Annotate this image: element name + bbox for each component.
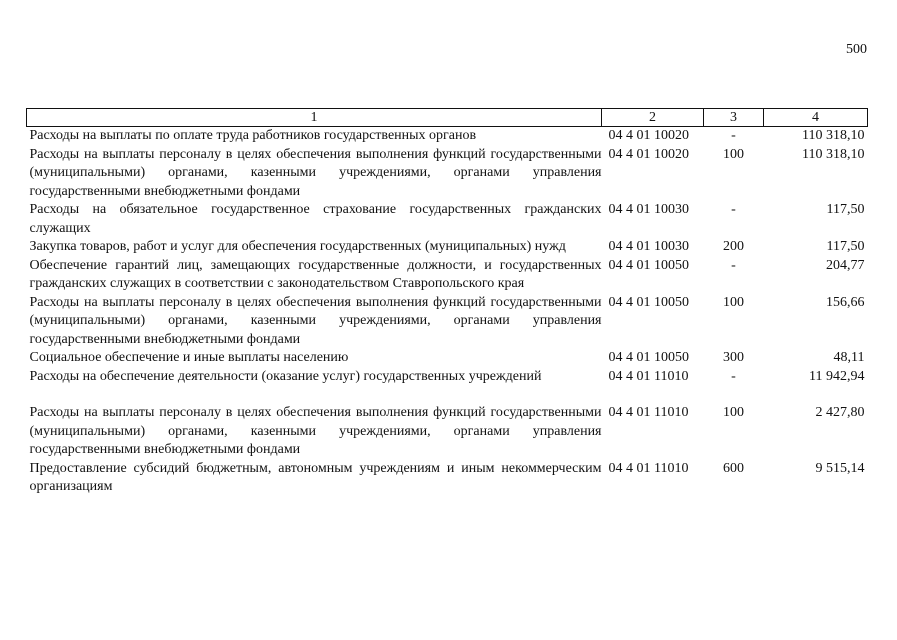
row-code: 04 4 01 11010 — [608, 405, 689, 420]
row-name: Предоставление субсидий бюджетным, автономным учреждениям и иным некоммерческим организациям — [29, 460, 602, 494]
row-sum: 117,50 — [826, 239, 865, 254]
page-number: 500 — [846, 42, 867, 57]
row-sum: 9 515,14 — [815, 460, 865, 476]
table-row — [27, 127, 868, 146]
row-name: Расходы на обеспечение деятельности (оказание услуг) государственных учреждений — [29, 368, 542, 384]
row-code: 04 4 01 10050 — [608, 350, 689, 365]
budget-table — [26, 108, 868, 497]
row-name: Расходы на обязательное государственное страхование государственных гражданских служащих — [29, 202, 602, 236]
header-col-2: 2 — [602, 109, 704, 127]
header-col-3: 3 — [704, 109, 764, 127]
row-sum: 2 427,80 — [815, 405, 865, 420]
row-type: 300 — [723, 350, 744, 365]
row-code: 04 4 01 11010 — [608, 460, 689, 476]
row-code: 04 4 01 10020 — [608, 128, 689, 143]
row-type: - — [731, 257, 736, 273]
row-type: 600 — [723, 460, 744, 476]
row-sum: 110 318,10 — [802, 128, 865, 143]
table-row — [27, 257, 868, 294]
table-row — [27, 460, 868, 497]
row-code: 04 4 01 10050 — [608, 294, 689, 310]
row-sum: 48,11 — [833, 350, 865, 365]
table-row — [27, 238, 868, 257]
table-row — [27, 349, 868, 368]
table-row — [27, 404, 868, 460]
table-header-row — [27, 109, 868, 127]
table-row — [27, 201, 868, 238]
row-code: 04 4 01 11010 — [608, 368, 689, 384]
row-type: 100 — [723, 146, 744, 162]
table-row — [27, 294, 868, 350]
row-code: 04 4 01 10030 — [608, 202, 689, 217]
row-name: Расходы на выплаты персоналу в целях обеспечения выполнения функций государственными (муниципальными) органами, казенными учреждениями, органами управления государственными внебюджетными фондами — [29, 146, 602, 199]
row-type: - — [731, 128, 736, 143]
row-sum: 156,66 — [826, 294, 865, 310]
row-name: Расходы на выплаты по оплате труда работников государственных органов — [29, 128, 477, 143]
row-code: 04 4 01 10020 — [608, 146, 689, 162]
row-name: Социальное обеспечение и иные выплаты населению — [29, 350, 349, 365]
row-code: 04 4 01 10030 — [608, 239, 689, 254]
header-col-4: 4 — [764, 109, 868, 127]
row-type: - — [731, 202, 736, 217]
row-sum: 204,77 — [826, 257, 865, 273]
row-type: 200 — [723, 239, 744, 254]
row-sum: 110 318,10 — [802, 146, 865, 162]
row-type: - — [731, 368, 736, 384]
row-name: Обеспечение гарантий лиц, замещающих государственные должности, и государственных гражданских служащих в соответствии с законодательством Ставропольского края — [29, 257, 602, 291]
row-name: Закупка товаров, работ и услуг для обеспечения государственных (муниципальных) нужд — [29, 239, 566, 254]
row-type: 100 — [723, 405, 744, 420]
row-sum: 117,50 — [826, 202, 865, 217]
table-row — [27, 368, 868, 405]
row-name: Расходы на выплаты персоналу в целях обеспечения выполнения функций государственными (муниципальными) органами, казенными учреждениями, органами управления государственными внебюджетными фондами — [29, 294, 602, 347]
row-code: 04 4 01 10050 — [608, 257, 689, 273]
header-col-1: 1 — [27, 109, 602, 127]
row-sum: 11 942,94 — [809, 368, 865, 384]
row-name: Расходы на выплаты персоналу в целях обеспечения выполнения функций государственными (муниципальными) органами, казенными учреждениями, органами управления государственными внебюджетными фондами — [29, 405, 602, 457]
table-row — [27, 146, 868, 202]
row-type: 100 — [723, 294, 744, 310]
